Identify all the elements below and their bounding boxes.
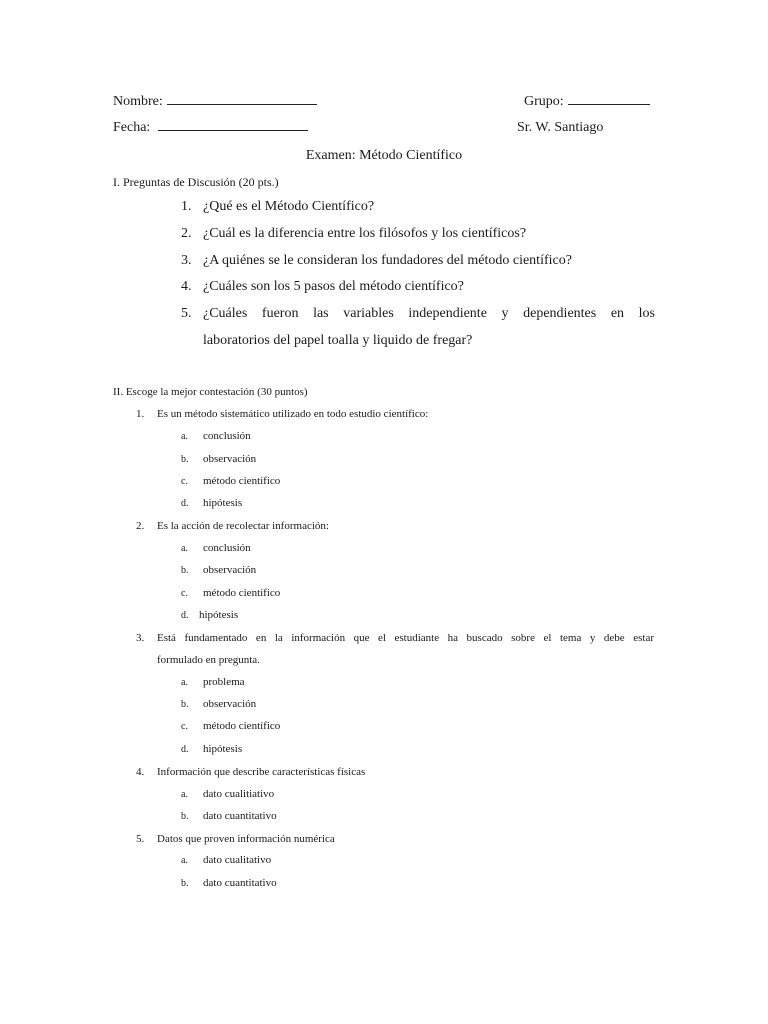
option-text: método científico — [203, 587, 281, 599]
option-text: hipótesis — [203, 497, 243, 509]
grupo-line — [524, 94, 650, 110]
option-text: dato cualitativo — [203, 854, 272, 866]
question-number: 1. — [136, 408, 145, 420]
question-text: Datos que proven información numérica — [157, 833, 335, 845]
question-number: 3. — [136, 632, 145, 644]
option-letter: b. — [181, 565, 189, 576]
question-text: ¿Cuál es la diferencia entre los filósofos y los científicos? — [203, 226, 527, 241]
option-text: problema — [203, 676, 245, 688]
section2-heading: II. Escoge la mejor contestación (30 puntos) — [113, 386, 308, 398]
option-text: método científico — [203, 475, 281, 487]
question-number: 2. — [181, 226, 192, 241]
question-number: 1. — [181, 199, 192, 214]
option-letter: a. — [181, 789, 188, 800]
question-text: Información que describe características físicas — [157, 766, 366, 778]
option-letter: d. — [181, 498, 189, 509]
question-number: 4. — [181, 279, 192, 294]
question-number: 5. — [136, 833, 145, 845]
section1-heading: I. Preguntas de Discusión (20 pts.) — [113, 175, 279, 189]
option-text: conclusión — [203, 430, 251, 442]
fecha-blank[interactable] — [158, 129, 308, 131]
option-letter: a. — [181, 431, 188, 442]
question-text: ¿Cuáles son los 5 pasos del método científico? — [203, 279, 464, 294]
question-number: 5. — [181, 306, 192, 321]
question-text: Es la acción de recolectar información: — [157, 520, 329, 532]
grupo-label: Grupo: — [524, 94, 564, 109]
option-text: conclusión — [203, 542, 251, 554]
question-text-continued: laboratorios del papel toalla y liquido de fregar? — [203, 333, 473, 348]
page-title: Examen: Método Científico — [305, 148, 463, 163]
teacher-name: Sr. W. Santiago — [517, 120, 604, 135]
grupo-blank[interactable] — [568, 103, 650, 105]
option-text: dato cualitiativo — [203, 788, 275, 800]
option-text: dato cuantitativo — [203, 877, 277, 889]
option-letter: b. — [181, 699, 189, 710]
nombre-label: Nombre: — [113, 94, 163, 109]
question-text: Es un método sistemático utilizado en todo estudio científico: — [157, 408, 429, 420]
nombre-line — [113, 94, 317, 110]
question-text: Está fundamentado en la información que el estudiante ha buscado sobre el tema y debe estar — [157, 632, 654, 644]
question-text: ¿Qué es el Método Científico? — [203, 199, 375, 214]
option-letter: c. — [181, 721, 188, 732]
question-number: 3. — [181, 253, 192, 268]
option-letter: b. — [181, 811, 189, 822]
question-text: ¿Cuáles fueron las variables independiente y dependientes en los — [203, 306, 655, 321]
option-letter: b. — [181, 454, 189, 465]
option-text: observación — [203, 698, 257, 710]
option-letter: c. — [181, 476, 188, 487]
option-letter: b. — [181, 878, 189, 889]
option-text: observación — [203, 564, 257, 576]
option-text: hipótesis — [199, 609, 239, 621]
fecha-label: Fecha: — [113, 120, 151, 135]
question-text: ¿A quiénes se le consideran los fundadores del método científico? — [203, 253, 572, 268]
option-text: hipótesis — [203, 743, 243, 755]
option-letter: d. — [181, 744, 189, 755]
option-text: observación — [203, 453, 257, 465]
nombre-blank[interactable] — [167, 103, 317, 105]
option-text: método científico — [203, 720, 281, 732]
option-letter: a. — [181, 855, 188, 866]
option-letter: a. — [181, 543, 188, 554]
question-text-continued: formulado en pregunta. — [157, 654, 260, 666]
option-letter: d. — [181, 610, 189, 621]
option-letter: a. — [181, 677, 188, 688]
option-text: dato cuantitativo — [203, 810, 277, 822]
question-number: 2. — [136, 520, 145, 532]
fecha-line — [113, 120, 308, 136]
option-letter: c. — [181, 588, 188, 599]
question-number: 4. — [136, 766, 145, 778]
